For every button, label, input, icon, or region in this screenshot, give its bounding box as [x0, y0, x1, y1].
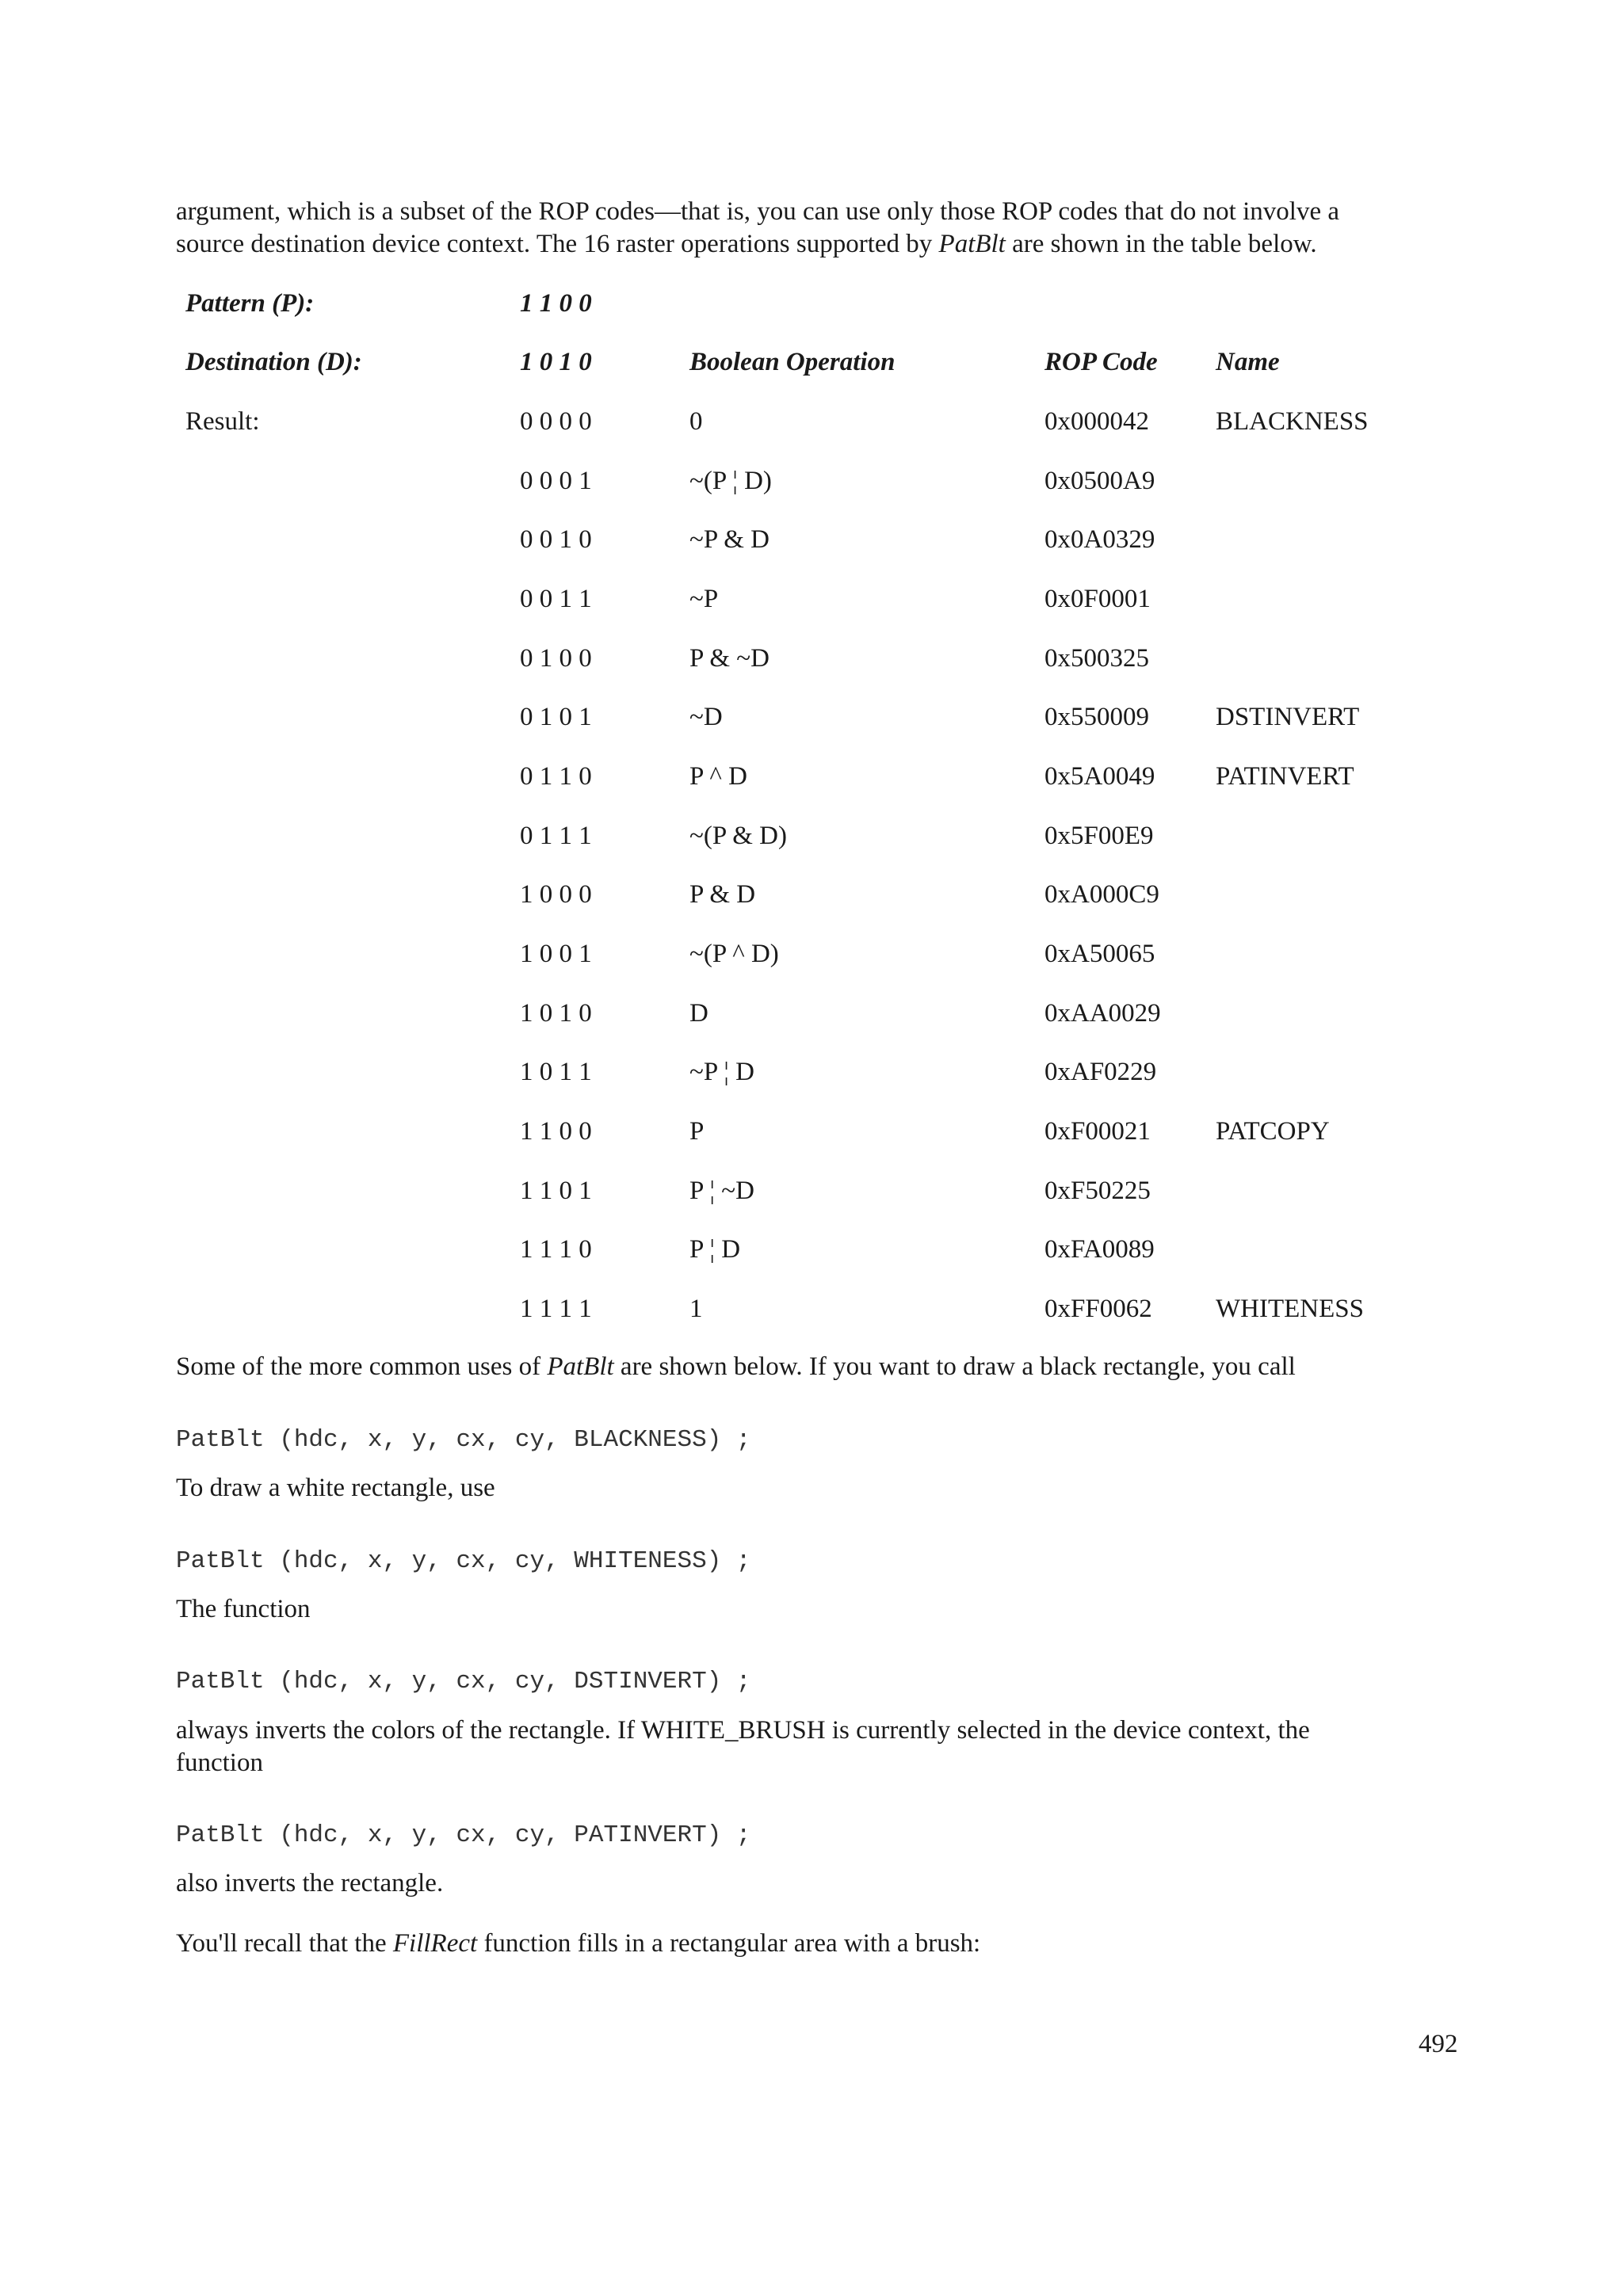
rop-code: 0x500325	[1044, 644, 1149, 673]
patblt-function-ref: PatBlt	[547, 1352, 614, 1381]
result-bits: 0 1 0 0	[520, 644, 592, 673]
rop-code: 0xAA0029	[1044, 999, 1161, 1028]
rop-code: 0xF50225	[1044, 1177, 1151, 1205]
boolean-operation: P ^ D	[689, 762, 747, 791]
result-label: Result:	[185, 407, 260, 436]
rop-code: 0xFF0062	[1044, 1295, 1152, 1323]
fillrect-paragraph	[176, 1928, 1444, 1960]
result-bits: 1 0 1 1	[520, 1058, 592, 1086]
rop-code: 0x000042	[1044, 407, 1149, 436]
rop-code: 0x5A0049	[1044, 762, 1155, 791]
result-bits: 1 0 1 0	[520, 999, 592, 1028]
boolean-operation: 1	[689, 1295, 703, 1323]
boolean-operation: ~(P & D)	[689, 822, 787, 850]
boolean-operation: P ¦ ~D	[689, 1177, 754, 1205]
pattern-bits: 1 1 0 0	[520, 289, 592, 318]
boolean-operation: ~P ¦ D	[689, 1058, 754, 1086]
rop-code-header: ROP Code	[1044, 348, 1158, 376]
boolean-operation: P ¦ D	[689, 1235, 741, 1264]
boolean-operation: D	[689, 999, 708, 1028]
result-bits: 0 0 1 1	[520, 585, 592, 613]
rop-name: PATCOPY	[1216, 1117, 1330, 1146]
intro-line-2-start: source destination device context. The 16 raster operations supported by	[176, 230, 939, 258]
result-bits: 0 1 0 1	[520, 703, 592, 731]
result-bits: 1 0 0 1	[520, 940, 592, 968]
intro-paragraph	[176, 196, 1444, 261]
also-inverts-text: also inverts the rectangle.	[176, 1869, 444, 1897]
result-bits: 0 0 0 0	[520, 407, 592, 436]
code-blackness: PatBlt (hdc, x, y, cx, cy, BLACKNESS) ;	[176, 1426, 751, 1454]
rop-code: 0x0F0001	[1044, 585, 1151, 613]
common-uses-paragraph	[176, 1351, 1444, 1383]
rop-code: 0x550009	[1044, 703, 1149, 731]
rop-name: DSTINVERT	[1216, 703, 1360, 731]
rop-code: 0x0500A9	[1044, 467, 1155, 495]
result-bits: 1 1 1 0	[520, 1235, 592, 1264]
rop-code: 0xA50065	[1044, 940, 1155, 968]
common-uses-end: are shown below. If you want to draw a black rectangle, you call	[613, 1352, 1296, 1381]
intro-line-1: argument, which is a subset of the ROP codes—that is, you can use only those ROP codes that do not involve a	[176, 197, 1339, 226]
boolean-operation: P & ~D	[689, 644, 769, 673]
rop-code: 0xFA0089	[1044, 1235, 1155, 1264]
boolean-operation: ~P & D	[689, 525, 769, 554]
white-rectangle-text: To draw a white rectangle, use	[176, 1474, 495, 1502]
rop-code: 0x0A0329	[1044, 525, 1155, 554]
rop-name: PATINVERT	[1216, 762, 1354, 791]
common-uses-start: Some of the more common uses of	[176, 1352, 548, 1381]
destination-bits: 1 0 1 0	[520, 348, 592, 376]
result-bits: 1 0 0 0	[520, 880, 592, 909]
result-bits: 0 0 1 0	[520, 525, 592, 554]
result-bits: 1 1 1 1	[520, 1295, 592, 1323]
result-bits: 0 1 1 1	[520, 822, 592, 850]
rop-code: 0x5F00E9	[1044, 822, 1154, 850]
code-whiteness: PatBlt (hdc, x, y, cx, cy, WHITENESS) ;	[176, 1547, 751, 1575]
boolean-operation: ~(P ¦ D)	[689, 467, 772, 495]
pattern-label: Pattern (P):	[185, 289, 315, 318]
result-bits: 0 1 1 0	[520, 762, 592, 791]
rop-name: WHITENESS	[1216, 1295, 1364, 1323]
fillrect-function-ref: FillRect	[392, 1929, 478, 1958]
boolean-operation: ~P	[689, 585, 719, 613]
code-patinvert: PatBlt (hdc, x, y, cx, cy, PATINVERT) ;	[176, 1821, 751, 1849]
boolean-operation: P & D	[689, 880, 756, 909]
boolean-operation: P	[689, 1117, 705, 1146]
result-bits: 1 1 0 0	[520, 1117, 592, 1146]
page-number: 492	[1419, 2030, 1458, 2058]
intro-line-2-end: are shown in the table below.	[1005, 230, 1317, 258]
rop-name: BLACKNESS	[1216, 407, 1369, 436]
rop-code: 0xF00021	[1044, 1117, 1151, 1146]
boolean-operation: ~(P ^ D)	[689, 940, 779, 968]
fillrect-end: function fills in a rectangular area with a brush:	[477, 1929, 981, 1958]
rop-code: 0xAF0229	[1044, 1058, 1157, 1086]
patblt-function-ref: PatBlt	[938, 230, 1006, 258]
rop-code: 0xA000C9	[1044, 880, 1159, 909]
boolean-operation-header: Boolean Operation	[689, 348, 896, 376]
function-text: The function	[176, 1595, 311, 1623]
code-dstinvert: PatBlt (hdc, x, y, cx, cy, DSTINVERT) ;	[176, 1668, 751, 1695]
result-bits: 0 0 0 1	[520, 467, 592, 495]
result-bits: 1 1 0 1	[520, 1177, 592, 1205]
boolean-operation: 0	[689, 407, 703, 436]
name-header: Name	[1216, 348, 1280, 376]
invert-line-2: function	[176, 1749, 263, 1777]
boolean-operation: ~D	[689, 703, 723, 731]
fillrect-start: You'll recall that the	[176, 1929, 393, 1958]
invert-paragraph	[176, 1714, 1444, 1779]
invert-line-1: always inverts the colors of the rectangle. If WHITE_BRUSH is currently selected in the device context, the	[176, 1716, 1310, 1745]
destination-label: Destination (D):	[185, 348, 362, 376]
